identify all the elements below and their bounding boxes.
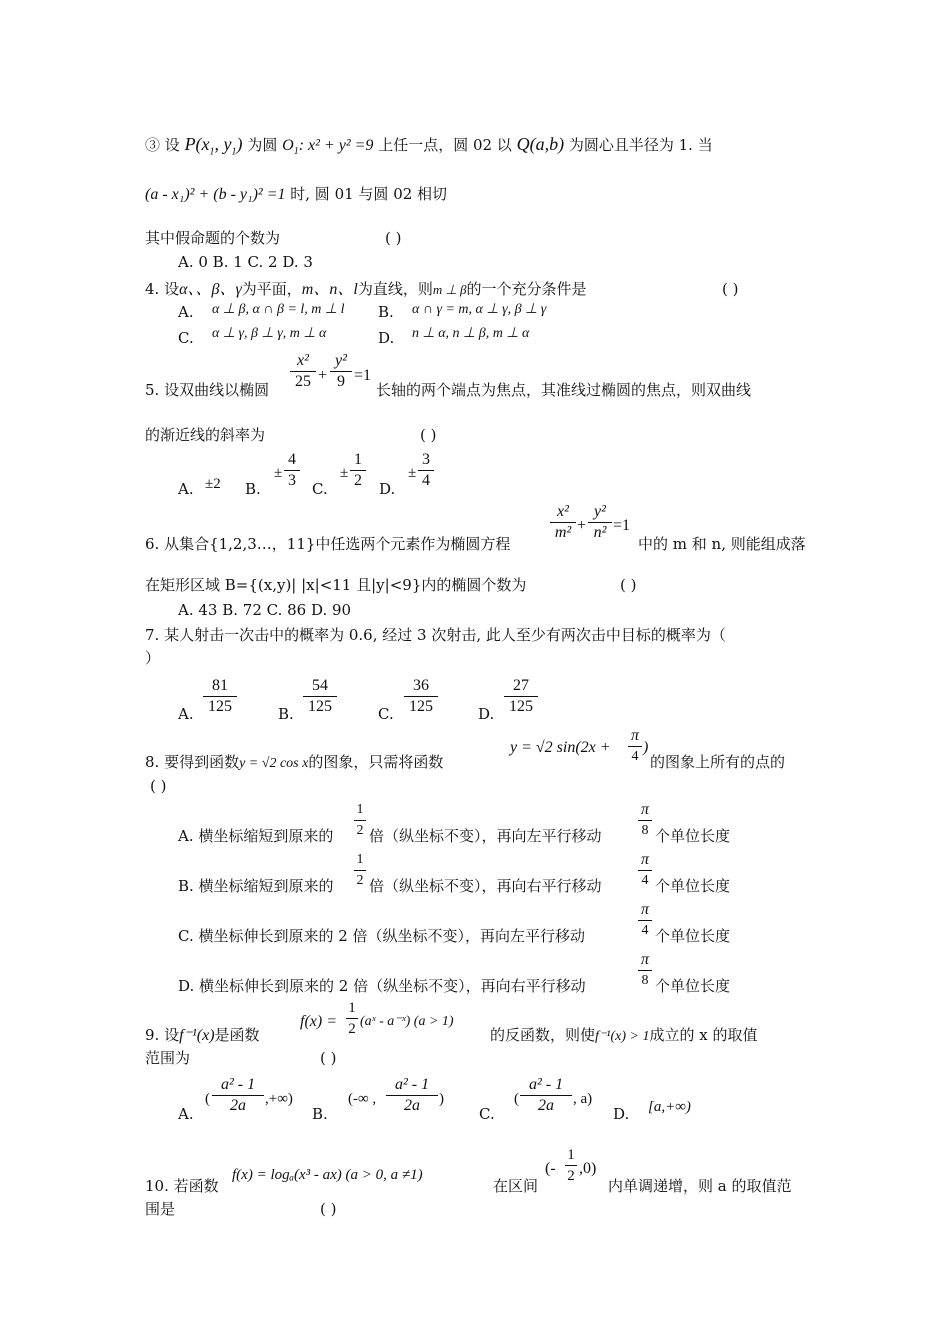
q3-point-p: $P(x_1$, $y_1$) (184, 134, 243, 158)
q8-func1: y = √2 cos x (239, 756, 309, 771)
q3-item3-line2 (145, 184, 447, 205)
q10-iv-r: ,0) (579, 1160, 597, 1177)
q4-option-b-expr: α ∩ γ = m, α ⊥ γ, β ⊥ γ (412, 302, 547, 317)
q3-text: 为圆 (247, 136, 278, 154)
q5-frac-y: $\frac{\text{y²}}{9}$ (330, 351, 352, 392)
q7-frac-b: $\frac{54}{125}$ (303, 676, 337, 717)
q8-func2-close: ) (643, 739, 649, 756)
q9-stem: 9. 设f⁻¹(x)是函数 (145, 1026, 260, 1044)
q4-option-d-expr: n ⊥ α, n ⊥ β, m ⊥ α (412, 326, 530, 341)
q10-paren: ( ) (320, 1200, 337, 1218)
q3-point-q: Q(a,b) (516, 134, 565, 154)
q9-a-l: ( (205, 1091, 210, 1107)
q9-stem5: 范围为 (145, 1049, 191, 1067)
q5-option-c: C. (312, 480, 328, 498)
q9-a-frac: $\frac{\text{a² - 1}}{2a}$ (212, 1075, 264, 1116)
q9-inverse: f⁻¹(x) (179, 1027, 215, 1044)
q7-frac-c: $\frac{36}{125}$ (404, 676, 438, 717)
q4-option-b: B. (378, 303, 394, 321)
q9-c-r: , a) (573, 1091, 593, 1107)
q9-c-l: ( (514, 1091, 519, 1107)
q5-stem3: 的渐近线的斜率为 (145, 426, 266, 444)
q5-stem2: 长轴的两个端点为焦点，其准线过椭圆的焦点，则双曲线 (376, 381, 752, 399)
q7-frac-d: $\frac{27}{125}$ (504, 676, 538, 717)
q8-a-shift: $\frac{\pi}{8}$ (638, 800, 652, 841)
q9-b-l: (-∞ , (348, 1091, 377, 1107)
q8-option-a-mid: 倍（纵坐标不变），再向左平行移动 (369, 827, 602, 845)
q7-option-b: B. (278, 705, 294, 723)
q10-fx: f(x) = logₐ(x³ - ax) (a > 0, a ≠1) (232, 1167, 423, 1183)
q4-lines: m、n、l (301, 281, 358, 298)
q8-stem: 8. 要得到函数y = √2 cos x的图象，只需将函数 (145, 753, 444, 771)
q9-half: $\frac{1}{2}$ (346, 998, 358, 1039)
q4-option-c-expr: α ⊥ γ, β ⊥ γ, m ⊥ α (212, 326, 327, 341)
q10-iv-frac: $\frac{1}{2}$ (565, 1145, 577, 1186)
q8-func2: y = √2 sin(2x + (510, 739, 611, 756)
q5-option-a-val: ±2 (205, 476, 221, 492)
q9-b-r: ) (439, 1091, 444, 1107)
q7-option-c: C. (378, 705, 394, 723)
q8-c-shift: $\frac{\pi}{4}$ (638, 900, 652, 941)
q6-stem1: 6. 从集合{1,2,3…，11}中任选两个元素作为椭圆方程 (145, 535, 511, 553)
q8-option-b-end: 个单位长度 (655, 877, 731, 895)
q9-stem3: 的反函数，则使f⁻¹(x) > 1成立的 x 的取值 (490, 1026, 758, 1044)
q9-c-frac: $\frac{\text{a² - 1}}{2a}$ (520, 1075, 572, 1116)
q8-option-c-end: 个单位长度 (655, 927, 731, 945)
q9-fx2: (aˣ - a⁻ˣ) (a > 1) (360, 1014, 454, 1029)
q8-paren: ( ) (150, 777, 167, 795)
q3-text: 为圆心且半径为 1. 当 (568, 136, 713, 154)
q4-option-a: A. (178, 303, 194, 321)
q4-option-c: C. (178, 329, 194, 347)
q8-option-b: B. 横坐标缩短到原来的 (178, 877, 334, 895)
q5-option-d: D. (379, 480, 396, 498)
q5-paren: ( ) (420, 426, 437, 444)
q8-b-half: $\frac{1}{2}$ (354, 850, 366, 891)
q4-condition: m ⊥ β (432, 282, 467, 297)
q8-a-half: $\frac{1}{2}$ (354, 800, 366, 841)
q7-frac-a: $\frac{81}{125}$ (203, 676, 237, 717)
q6-frac-y: $\frac{\text{y²}}{\text{n²}}$ (588, 502, 612, 543)
q10-stem4: 围是 (145, 1200, 176, 1218)
q4-option-a-expr: α ⊥ β, α ∩ β = l, m ⊥ l (212, 302, 345, 317)
q5-c-pm: ± (340, 465, 349, 481)
q9-d-val: [a,+∞) (648, 1099, 691, 1115)
q8-d-shift: $\frac{\pi}{8}$ (638, 950, 652, 991)
q9-b-frac: $\frac{\text{a² - 1}}{2a}$ (386, 1075, 438, 1116)
q6-stem2: 中的 m 和 n, 则能组成落 (638, 535, 806, 553)
q5-frac-c: $\frac{1}{2}$ (350, 450, 366, 491)
q6-eq: =1 (613, 517, 631, 534)
q8-option-a-end: 个单位长度 (655, 827, 731, 845)
q6-stem3: 在矩形区域 B={(x,y)| |x|<11 且|y|<9}内的椭圆个数为 (145, 576, 527, 594)
q10-iv-l: (- (545, 1160, 556, 1177)
q8-option-c: C. 横坐标伸长到原来的 2 倍（纵坐标不变），再向左平行移动 (178, 927, 586, 945)
q4-option-d: D. (378, 329, 395, 347)
q3-circle-eq: $O_1$: x² + y² =9 (282, 137, 374, 158)
q5-frac-b: $\frac{4}{3}$ (284, 450, 300, 491)
q6-paren: ( ) (620, 576, 637, 594)
q9-paren: ( ) (320, 1049, 337, 1067)
q8-option-a: A. 横坐标缩短到原来的 (178, 827, 334, 845)
q9-option-a: A. (178, 1105, 194, 1123)
q6-plus: + (577, 517, 587, 534)
q3-options: A. 0 B. 1 C. 2 D. 3 (178, 253, 313, 271)
q8-stem3: 的图象上所有的点的 (650, 753, 786, 771)
q10-stem3: 内单调递增，则 a 的取值范 (608, 1177, 792, 1195)
q3-summary: 其中假命题的个数为 (145, 229, 281, 247)
q4-stem: 4. 设α、、β、γ为平面，m、n、l为直线，则m ⊥ β的一个充分条件是 (145, 280, 587, 298)
q7-stem2: ） (145, 649, 161, 667)
q9-option-b: B. (312, 1105, 328, 1123)
q10-stem1: 10. 若函数 (145, 1177, 219, 1195)
q5-frac-d: $\frac{3}{4}$ (418, 450, 434, 491)
q5-eq: =1 (354, 367, 372, 384)
q3-paren: ( ) (385, 229, 402, 247)
q8-b-shift: $\frac{\pi}{4}$ (638, 850, 652, 891)
q9-option-c: C. (479, 1105, 495, 1123)
q5-stem1: 5. 设双曲线以椭圆 (145, 381, 270, 399)
q5-plus: + (318, 367, 328, 384)
q3-item3-line1 (145, 134, 713, 163)
q3-text: 时, 圆 01 与圆 02 相切 (290, 185, 448, 203)
q9-option-d: D. (613, 1105, 630, 1123)
q3-text: 上任一点，圆 02 以 (378, 136, 512, 154)
q3-condition: (a - x₁)² + (b - y₁)² =1 (145, 186, 286, 203)
q8-option-b-mid: 倍（纵坐标不变），再向右平行移动 (369, 877, 602, 895)
q6-options: A. 43 B. 72 C. 86 D. 90 (178, 601, 352, 619)
q8-func2-frac: $\frac{\pi}{4}$ (628, 726, 642, 767)
q5-option-b: B. (245, 480, 261, 498)
q9-fx: f(x) = (300, 1013, 337, 1030)
q9-a-r: ,+∞) (265, 1091, 293, 1107)
q5-frac-x: $\frac{\text{x²}}{25}$ (290, 351, 316, 392)
q8-option-d: D. 横坐标伸长到原来的 2 倍（纵坐标不变），再向右平行移动 (178, 977, 586, 995)
q5-d-pm: ± (408, 465, 417, 481)
q8-option-d-end: 个单位长度 (655, 977, 731, 995)
q9-condition: f⁻¹(x) > 1 (595, 1029, 650, 1044)
q7-stem1: 7. 某人射击一次击中的概率为 0.6, 经过 3 次射击, 此人至少有两次击中目标的概率为（ (145, 626, 726, 644)
q10-stem2: 在区间 (493, 1177, 539, 1195)
q4-planes: α、、β、γ (179, 281, 242, 298)
q3-text: ③ 设 (145, 136, 180, 154)
q7-option-a: A. (178, 705, 194, 723)
q5-option-a: A. (178, 480, 194, 498)
q6-frac-x: $\frac{\text{x²}}{\text{m²}}$ (550, 502, 576, 543)
q7-option-d: D. (478, 705, 495, 723)
q4-paren: ( ) (722, 280, 739, 298)
q5-b-pm: ± (274, 465, 283, 481)
